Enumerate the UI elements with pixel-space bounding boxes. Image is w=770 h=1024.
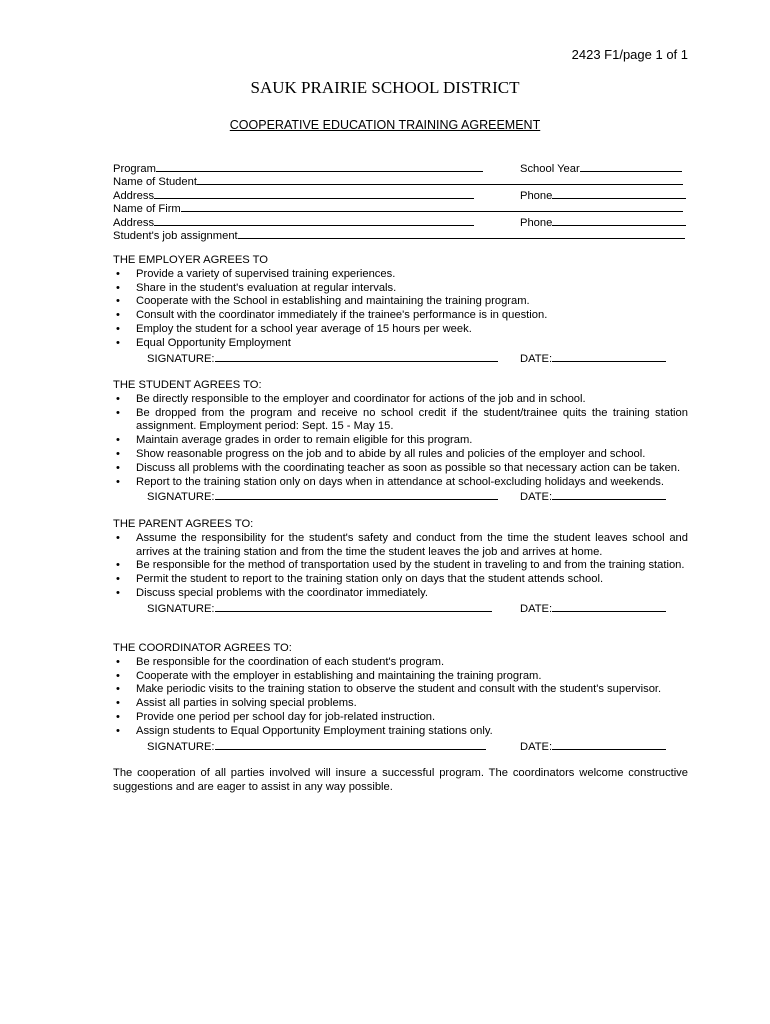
coordinator-signature-line[interactable] [215,739,486,750]
parent-date-label: DATE: [520,602,553,615]
student-signature-line[interactable] [215,489,498,500]
document-title-text: COOPERATIVE EDUCATION TRAINING AGREEMENT [229,118,541,132]
student-phone-line[interactable] [552,188,686,199]
coordinator-section [113,642,688,752]
student-section [113,379,688,503]
student-address-label: Address [113,189,155,202]
school-year-label: School Year [520,163,580,175]
list-item: • Be directly responsible to the employer and coordinator for actions of the job and in school. [113,393,688,407]
parent-heading: THE PARENT AGREES TO: [113,518,254,530]
list-item: • Cooperate with the School in establishing and maintaining the training program. [113,295,688,309]
student-heading: THE STUDENT AGREES TO: [113,379,262,391]
parent-section [113,518,688,615]
list-item: • Maintain average grades in order to remain eligible for this program. [113,434,688,448]
list-item: • Provide a variety of supervised training experiences. [113,268,688,282]
list-item: • Be responsible for the method of transportation used by the student in traveling to and from the training station. [113,559,688,573]
list-item: • Employ the student for a school year average of 15 hours per week. [113,323,688,337]
firm-name-line[interactable] [181,201,683,212]
list-item: • Discuss all problems with the coordinating teacher as soon as possible so that necessary action can be taken. [113,462,688,476]
list-item: • Provide one period per school day for job-related instruction. [113,711,688,725]
list-item: • Report to the training station only on days when in attendance at school-excluding holidays and weekends. [113,476,688,490]
student-date-label: DATE: [520,491,553,504]
list-item: • Consult with the coordinator immediately if the trainee's performance is in question. [113,309,688,323]
program-label: Program [113,163,156,175]
list-item: • Permit the student to report to the training station only on days that the student attends school. [113,573,688,587]
student-name-label: Name of Student [113,176,197,189]
program-line[interactable] [156,161,483,172]
job-assignment-label: Student's job assignment [113,229,238,242]
list-item: • Assist all parties in solving special problems. [113,697,688,711]
employer-date-line[interactable] [552,351,666,362]
coordinator-signature-label: SIGNATURE: [147,740,215,753]
firm-phone-label: Phone [520,216,553,229]
list-item: • Assign students to Equal Opportunity Employment training stations only. [113,725,688,739]
student-address-line[interactable] [154,188,474,199]
list-item: • Equal Opportunity Employment [113,337,688,351]
list-item: • Be responsible for the coordination of each student's program. [113,656,688,670]
firm-phone-line[interactable] [552,215,686,226]
document-title [0,118,770,132]
firm-address-line[interactable] [154,215,474,226]
student-name-line[interactable] [197,174,683,185]
list-item: • Make periodic visits to the training station to observe the student and consult with the student's supervisor. [113,683,688,697]
student-signature-label: SIGNATURE: [147,491,215,504]
list-item: • Be dropped from the program and receive no school credit if the student/trainee quits the training station assignment. Employment period: Sept. 15 - May 15. [113,407,688,435]
district-title: SAUK PRAIRIE SCHOOL DISTRICT [250,78,520,97]
coordinator-date-line[interactable] [552,739,666,750]
employer-heading: THE EMPLOYER AGREES TO [113,254,269,266]
parent-date-line[interactable] [552,601,666,612]
firm-address-label: Address [113,216,155,229]
list-item: • Share in the student's evaluation at regular intervals. [113,282,688,296]
student-phone-label: Phone [520,189,553,202]
parent-signature-line[interactable] [215,601,492,612]
parent-signature-label: SIGNATURE: [147,602,215,615]
coordinator-date-label: DATE: [520,740,553,753]
page-number: 2423 F1/page 1 of 1 [571,47,688,62]
school-year-line[interactable] [580,161,682,172]
list-item: • Discuss special problems with the coordinator immediately. [113,587,688,601]
list-item: • Show reasonable progress on the job and to abide by all rules and policies of the employer and school. [113,448,688,462]
job-assignment-line[interactable] [238,228,685,239]
employer-section [113,254,688,364]
closing-paragraph: The cooperation of all parties involved will insure a successful program. The coordinators welcome constructive suggestions and are eager to assist in any way possible. [113,767,688,793]
student-date-line[interactable] [552,489,666,500]
employer-signature-label: SIGNATURE: [147,352,215,365]
employer-signature-line[interactable] [215,351,498,362]
coordinator-heading: THE COORDINATOR AGREES TO: [113,642,292,654]
firm-name-label: Name of Firm [113,203,181,216]
list-item: • Assume the responsibility for the student's safety and conduct from the time the student leaves school and arrives at the training station and from the time the student leaves the job and arrives at home. [113,532,688,560]
employer-date-label: DATE: [520,352,553,365]
list-item: • Cooperate with the employer in establishing and maintaining the training program. [113,670,688,684]
form-info [113,161,688,241]
